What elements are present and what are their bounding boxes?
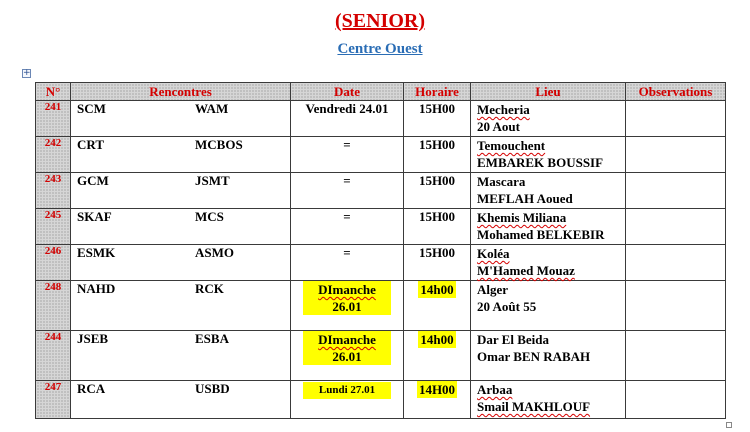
match-notes [626,381,726,419]
venue-stadium: EMBAREK BOUSSIF [477,155,604,170]
away-team: MCS [195,209,224,224]
venue-city: Alger [477,282,509,297]
away-team: ESBA [195,331,229,346]
match-time-highlight: 14h00 [420,332,454,347]
match-time-highlight: 14h00 [420,282,454,297]
venue-city: Khemis Miliana [477,210,567,225]
table-row [36,173,726,209]
match-day: DImanche [318,282,376,297]
match-time-highlight: 14H00 [418,382,456,397]
table-row [36,101,726,137]
table-row [36,281,726,331]
away-team: RCK [195,281,224,296]
match-number: 246 [36,245,71,281]
header-date: Date [291,83,404,101]
venue-city: Mascara [477,174,526,189]
match-time: 15H00 [404,137,471,173]
home-team: ESMK [77,245,116,260]
match-teams [71,173,291,209]
away-team: MCBOS [195,137,243,152]
match-venue [471,381,626,419]
match-date [291,331,404,381]
match-notes [626,209,726,245]
match-venue [471,101,626,137]
venue-city: Arbaa [477,382,513,397]
match-number: 242 [36,137,71,173]
home-team: CRT [77,137,104,152]
match-day-date: 26.01 [332,299,362,314]
match-number: 247 [36,381,71,419]
header-teams: Rencontres [71,83,291,101]
away-team: USBD [195,381,230,396]
venue-stadium: MEFLAH Aoued [477,191,573,206]
table-row [36,331,726,381]
fixtures-table [35,82,726,419]
venue-stadium: Omar BEN RABAH [477,349,591,364]
match-date [291,381,404,419]
match-venue [471,331,626,381]
table-row [36,137,726,173]
home-team: SCM [77,101,106,116]
match-venue [471,281,626,331]
match-notes [626,173,726,209]
page-title: (SENIOR) [334,10,425,32]
header-num: N° [36,83,71,101]
match-date: = [291,245,404,281]
match-number: 244 [36,331,71,381]
match-time [404,381,471,419]
header-time: Horaire [404,83,471,101]
match-time: 15H00 [404,101,471,137]
match-date: = [291,137,404,173]
match-day: DImanche [318,332,376,347]
match-date: Vendredi 24.01 [291,101,404,137]
match-venue [471,209,626,245]
table-row [36,245,726,281]
venue-stadium: 20 Aout [477,119,520,134]
home-team: JSEB [77,331,109,346]
header-notes: Observations [626,83,726,101]
table-row [36,209,726,245]
match-teams [71,331,291,381]
match-teams [71,245,291,281]
venue-stadium: 20 Août 55 [477,299,537,314]
match-notes [626,101,726,137]
page-subtitle: Centre Ouest [337,41,423,57]
table-header-row [36,83,726,101]
match-number: 248 [36,281,71,331]
match-date: = [291,209,404,245]
match-notes [626,331,726,381]
match-number: 243 [36,173,71,209]
match-venue [471,245,626,281]
venue-stadium: Smail MAKHLOUF [477,399,591,414]
match-time [404,331,471,381]
match-venue [471,137,626,173]
match-notes [626,281,726,331]
table-row [36,381,726,419]
match-day-date: 26.01 [332,349,362,364]
venue-city: Mecheria [477,102,530,117]
match-teams [71,137,291,173]
match-time: 15H00 [404,173,471,209]
away-team: WAM [195,101,229,116]
match-date-highlight [303,331,391,365]
match-date-highlight: Lundi 27.01 [303,382,391,399]
match-teams [71,209,291,245]
match-notes [626,245,726,281]
venue-city: Dar El Beida [477,332,549,347]
home-team: NAHD [77,281,116,296]
header-venue: Lieu [471,83,626,101]
home-team: GCM [77,173,109,188]
match-date: = [291,173,404,209]
match-date-highlight [303,281,391,315]
match-date [291,281,404,331]
match-time [404,281,471,331]
match-time: 15H00 [404,209,471,245]
table-move-handle-icon[interactable]: + [23,68,31,78]
venue-city: Koléa [477,246,510,261]
match-teams [71,281,291,331]
venue-stadium: Mohamed BELKEBIR [477,227,605,242]
home-team: RCA [77,381,106,396]
venue-city: Temouchent [477,138,546,153]
match-venue [471,173,626,209]
away-team: JSMT [195,173,230,188]
venue-stadium: M'Hamed Mouaz [477,263,575,278]
home-team: SKAF [77,209,112,224]
match-number: 245 [36,209,71,245]
match-teams [71,101,291,137]
match-teams [71,381,291,419]
table-resize-handle[interactable] [726,422,732,428]
match-number: 241 [36,101,71,137]
away-team: ASMO [195,245,234,260]
match-notes [626,137,726,173]
match-time: 15H00 [404,245,471,281]
